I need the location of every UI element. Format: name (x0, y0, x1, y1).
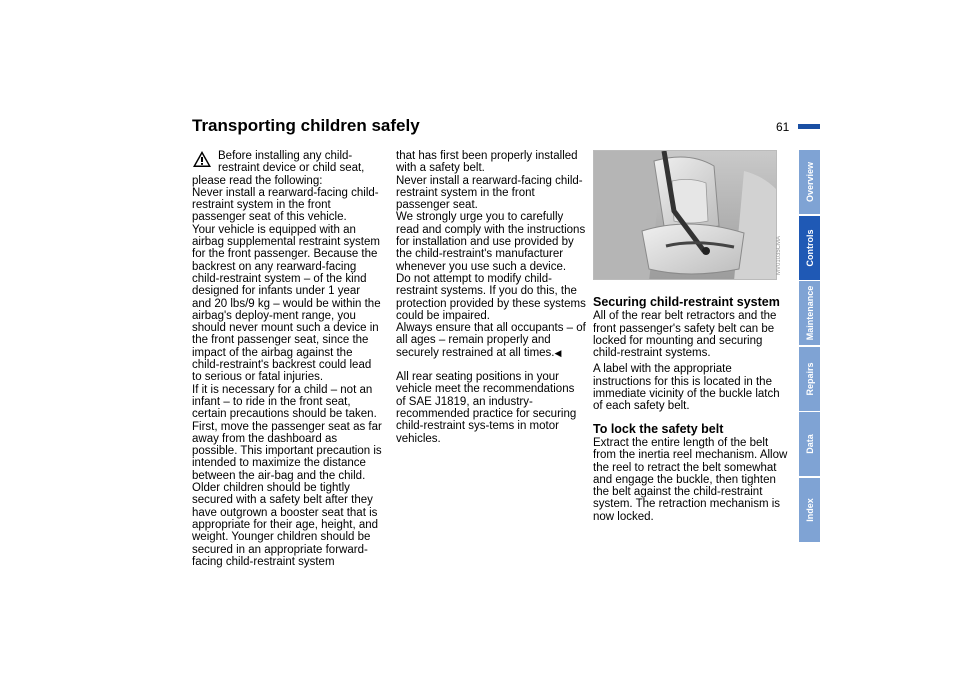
page-title: Transporting children safely (192, 116, 420, 135)
section-heading: To lock the safety belt (593, 421, 724, 436)
paragraph: Extract the entire length of the belt from the inertia reel mechanism. Allow the reel to retract the belt somewhat and engage the buckle, then tighten the belt against the child-restraint system. The retraction mechanism is now locked. (593, 436, 788, 523)
column-3 (593, 296, 789, 523)
column-2 (396, 150, 586, 445)
paragraph: All of the rear belt retractors and the front passenger's safety belt can be locked for mounting and securing child-restraint systems. (593, 310, 777, 360)
tab-data[interactable]: Data (799, 412, 820, 476)
tab-overview[interactable]: Overview (799, 150, 820, 214)
paragraph: please read the following: (192, 174, 323, 187)
page-number: 61 (776, 120, 790, 134)
warning-triangle-icon (192, 150, 212, 168)
child-seat-illustration (593, 150, 777, 280)
paragraph: Never install a rearward-facing child-restraint system in the front passenger seat of this vehicle. (192, 186, 379, 224)
tab-index[interactable]: Index (799, 478, 820, 542)
image-code: MV01035CMA (776, 235, 782, 275)
paragraph: We strongly urge you to carefully read and comply with the instructions for installation and use provided by the child-restraint's manufacturer whenever you use such a device. (396, 211, 586, 273)
tab-maintenance[interactable]: Maintenance (799, 281, 820, 345)
page-marker (798, 124, 820, 129)
tab-repairs[interactable]: Repairs (799, 347, 820, 411)
paragraph: Never install a rearward-facing child-restraint system in the front passenger seat. (396, 174, 583, 212)
paragraph: All rear seating positions in your vehicle meet the recommendations of SAE J1819, an industry-recommended practice for securing child-restraint sys-tems in motor vehicles. (396, 371, 577, 445)
section-heading: Securing child-restraint system (593, 295, 780, 309)
warning-intro: Before installing any child-restraint device or child seat, (218, 150, 365, 175)
paragraph: Always ensure that all occupants – of all ages – remain properly and securely restrained at all times.◀ (396, 322, 586, 359)
paragraph: If it is necessary for a child – not an infant – to ride in the front seat, certain precautions should be taken. First, move the passenger seat as far away from the dashboard as possible. This important precaution is intended to maximize the distance between the air-bag and the child. Older children should be tightly secured with a safety belt after they have outgrown a booster seat that is appropriate for their age, height, and weight. Younger children should be secured in an appropriate forward-facing child-restraint system (192, 383, 382, 568)
end-of-warning-icon: ◀ (554, 347, 562, 358)
column-1 (192, 150, 382, 568)
chapter-tabs (799, 150, 820, 543)
paragraph: Your vehicle is equipped with an airbag supplemental restraint system for the front passenger. Because the backrest on any rearward-facing child-restraint system – of the kind designed for infants under 1 year and 20 lbs/9 kg – would be within the airbag's deploy-ment range, you should never mount such a device in the front passenger seat, since the impact of the airbag against the child-restraint's backrest could lead to serious or fatal injuries. (192, 223, 381, 384)
paragraph: that has first been properly installed with a safety belt. (396, 150, 578, 175)
paragraph: A label with the appropriate instructions for this is located in the immediate vicinity of the buckle latch of each safety belt. (593, 363, 780, 413)
tab-controls[interactable]: Controls (799, 216, 820, 280)
paragraph: Do not attempt to modify child-restraint systems. If you do this, the protection provided by these systems could be impaired. (396, 272, 586, 322)
